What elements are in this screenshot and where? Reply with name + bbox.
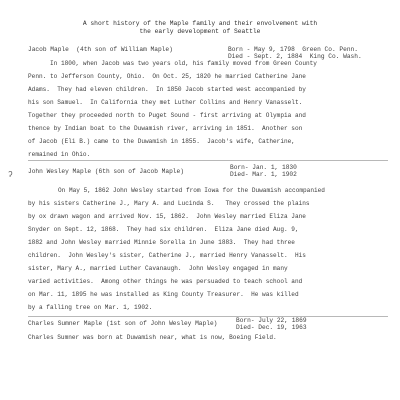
section-divider: [28, 160, 388, 161]
section1-header-died: Died - Sept. 2, 1884 King Co. Wash.: [228, 53, 362, 60]
section2-text-line: by his sisters Catherine J., Mary A. and Lucinda S. They crossed the plains: [28, 200, 310, 207]
section1-text-line: Adams. They had eleven children. In 1850 Jacob started west accompanied by: [28, 86, 306, 93]
section1-text-line: Penn. to Jefferson County, Ohio. On Oct. 25, 1820 he married Catherine Jane: [28, 73, 306, 80]
section2-text-line: by ox drawn wagon and arrived Nov. 15, 1862. John Wesley married Eliza Jane: [28, 213, 306, 220]
section1-text-line: remained in Ohio.: [28, 151, 91, 158]
document-title-line-1: A short history of the Maple family and their envolvement with: [82, 20, 318, 27]
section1-text-line: In 1800, when Jacob was two years old, his family moved from Green County: [50, 60, 317, 67]
section-divider: [28, 316, 388, 317]
section2-header-died: Died- Mar. 1, 1902: [230, 171, 297, 178]
document-title-line-2: the early development of Seattle: [139, 28, 261, 35]
section3-header-died: Died- Dec. 19, 1963: [236, 324, 307, 331]
section2-header-born: Born- Jan. 1, 1830: [230, 164, 297, 171]
section1-text-line: of Jacob (Eli B.) came to the Duwamish in 1855. Jacob's wife, Catherine,: [28, 138, 295, 145]
section3-header-name: Charles Sumner Maple (1st son of John Wesley Maple): [28, 320, 218, 327]
section2-text-line: sister, Mary A., married Luther Cavanaugh. John Wesley engaged in many: [28, 265, 288, 272]
section2-text-line: Snyder on Sept. 12, 1868. They had six children. Eliza Jane died Aug. 9,: [28, 226, 299, 233]
section1-text-line: thence by Indian boat to the Duwamish river, arriving in 1851. Another son: [28, 125, 303, 132]
section1-header-born: Born - May 9, 1798 Green Co. Penn.: [228, 46, 358, 53]
section2-text-line: by a falling tree on Mar. 1, 1902.: [28, 304, 153, 311]
section1-header-name: Jacob Maple (4th son of William Maple): [28, 46, 173, 53]
section1-text-line: Together they proceeded north to Puget Sound - first arriving at Olympia and: [28, 112, 306, 119]
section2-text-line: 1882 and John Wesley married Minnie Sorella in June 1883. They had three: [28, 239, 295, 246]
section2-text-line: on Mar. 11, 1895 he was installed as King County Treasurer. He was killed: [28, 291, 299, 298]
section2-text-line: children. John Wesley's sister, Catherine J., married Henry Vanasselt. His: [28, 252, 306, 259]
section2-text-line: On May 5, 1862 John Wesley started from Iowa for the Duwamish accompanied: [58, 187, 325, 194]
section3-text-line: Charles Sumner was born at Duwamish near, what is now, Boeing Field.: [28, 334, 277, 341]
section2-header-name: John Wesley Maple (6th son of Jacob Maple): [28, 168, 184, 175]
section1-text-line: his son Samuel. In California they met Luther Collins and Henry Vanasselt.: [28, 99, 303, 106]
margin-mark-icon: ʔ: [8, 171, 13, 180]
section2-text-line: varied activities. Among other things he was persuaded to teach school and: [28, 278, 303, 285]
section3-header-born: Born- July 22, 1869: [236, 317, 307, 324]
